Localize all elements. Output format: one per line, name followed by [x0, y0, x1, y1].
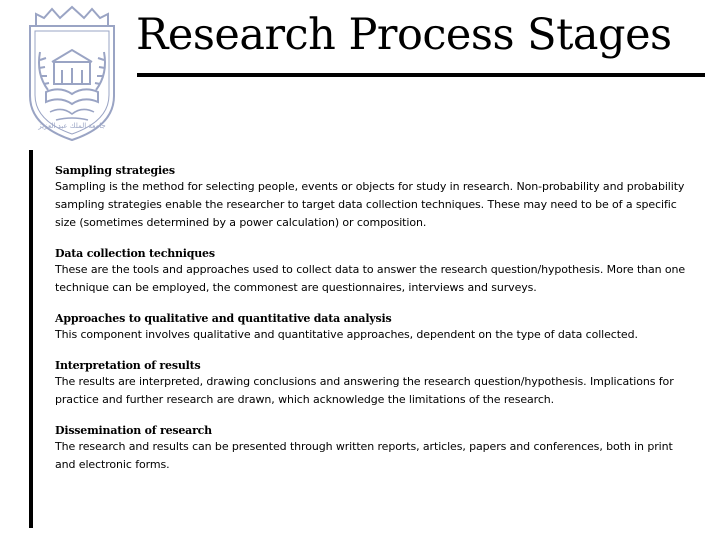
section-dissemination — [55, 423, 695, 474]
section-sampling-strategies — [55, 163, 695, 232]
section-heading: Interpretation of results — [55, 359, 201, 372]
section-interpretation — [55, 358, 695, 409]
logo-arabic-text: جامعة الملك عبد العزيز — [38, 122, 106, 130]
title-underline — [137, 73, 705, 77]
section-heading: Data collection techniques — [55, 247, 215, 260]
page-title: Research Process Stages — [136, 10, 672, 60]
section-text: These are the tools and approaches used to collect data to answer the research question/hypothesis. More than one technique can be employed, the commonest are questionnaires, interviews and surveys. — [55, 263, 686, 294]
content-area — [55, 163, 695, 474]
section-text: Sampling is the method for selecting people, events or objects for study in research. Non-probability and probability sampling strategies enable the researcher to target data collection techniques. These may need to be of a specific size (sometimes determined by a power calculation) or composition. — [55, 180, 685, 229]
section-text: The research and results can be presented through written reports, articles, papers and conferences, both in print and electronic forms. — [55, 440, 673, 471]
section-heading: Sampling strategies — [55, 164, 175, 177]
left-border-rule — [29, 150, 33, 528]
section-data-analysis — [55, 311, 695, 344]
section-heading: Dissemination of research — [55, 424, 212, 437]
section-heading: Approaches to qualitative and quantitative data analysis — [55, 312, 392, 325]
university-logo — [22, 4, 122, 144]
section-data-collection — [55, 246, 695, 297]
section-text: The results are interpreted, drawing conclusions and answering the research question/hypothesis. Implications for practice and further research are drawn, which acknowledge the limitations of the research. — [55, 375, 674, 406]
section-text: This component involves qualitative and quantitative approaches, dependent on the type of data collected. — [55, 328, 638, 341]
